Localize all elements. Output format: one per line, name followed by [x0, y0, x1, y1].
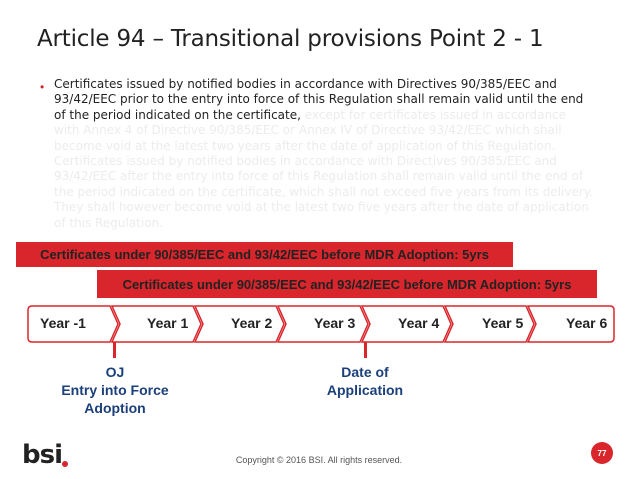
copyright-text: Copyright © 2016 BSI. All rights reserved. [235, 455, 403, 465]
year-label: Year 6 [566, 315, 608, 331]
certificate-bar-after: Certificates under 90/385/EEC and 93/42/EEC before MDR Adoption: 5yrs [97, 270, 597, 298]
bullet-visible-text: Certificates issued by notified bodies in accordance with Directives 90/385/EEC and 93/42/EEC prior to the entry into force of this Regulation shall remain valid until the end of the period indicated on the certificate, [54, 77, 584, 122]
doa-marker-line [364, 342, 367, 358]
year-label: Year 5 [482, 315, 524, 331]
bullet-paragraph [54, 77, 594, 231]
bsi-logo: bsi [22, 440, 62, 470]
timeline [0, 305, 638, 343]
date-of-application-label: Date of Application [326, 364, 404, 398]
year-label: Year 3 [314, 315, 356, 331]
year-label: Year 2 [231, 315, 273, 331]
certificate-bar-before: Certificates under 90/385/EEC and 93/42/EEC before MDR Adoption: 5yrs [16, 242, 513, 267]
year-label: Year 1 [147, 315, 189, 331]
bullet-faded-text: except for certificates issued in accordance with Annex 4 of Directive 90/385/EEC or Annex IV of Directive 93/42/EEC which shall become void at the latest two years after the date of application of this Regulation. Certificates issued by notified bodies in accordance with Directives 90/385/EEC and 93/42/EEC after the entry into force of this Regulation shall remain valid until the end of the period indicated on the certificate, which shall not exceed five years from its delivery. They shall however become void at the latest two five years after the date of application of this Regulation. [54, 107, 593, 230]
year-label: Year 4 [398, 315, 440, 331]
slide-title: Article 94 – Transitional provisions Point 2 - 1 [37, 26, 544, 52]
page-number-badge: 77 [591, 442, 613, 464]
bullet-icon: • [40, 80, 45, 94]
oj-marker-line [113, 342, 116, 358]
oj-label: OJ Entry into Force Adoption [61, 364, 169, 416]
year-label: Year -1 [40, 315, 86, 331]
